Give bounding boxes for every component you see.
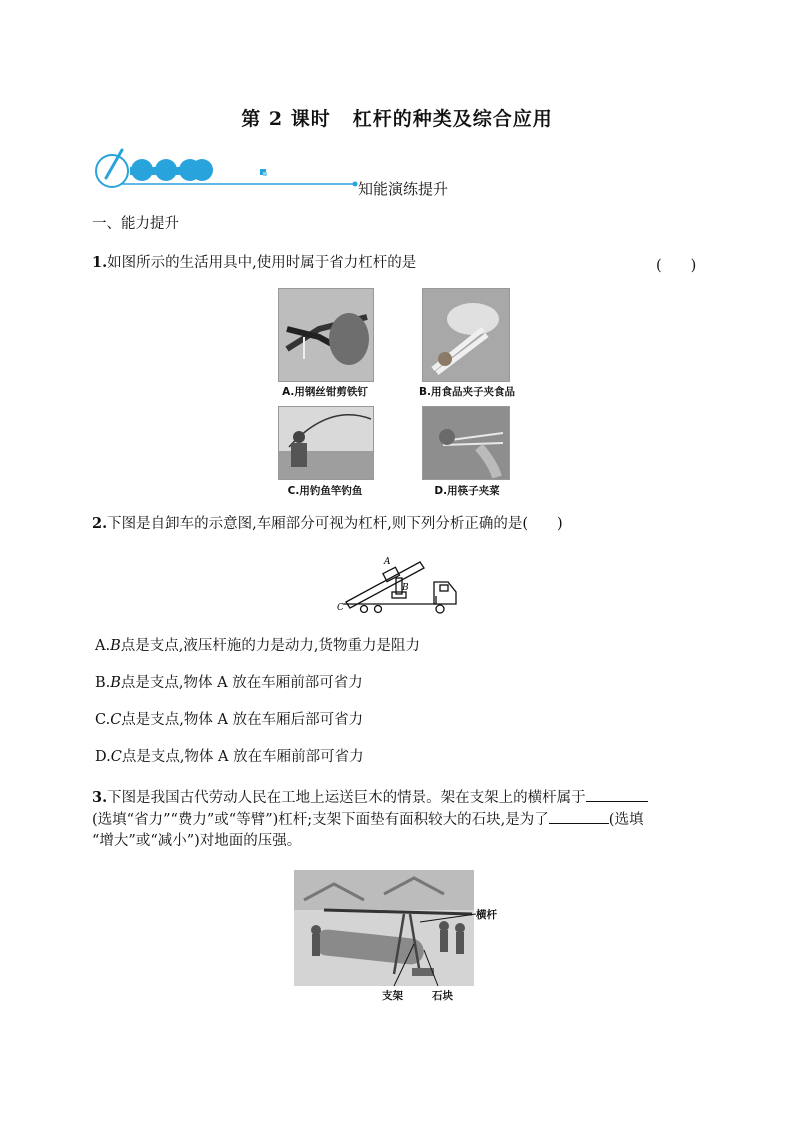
q2-option-b: B.B点是支点,物体 A 放在车厢前部可省力 [95, 675, 363, 691]
q1-caption-a: A.用钢丝钳剪铁钉 [282, 386, 368, 398]
q1-text: 如图所示的生活用具中,使用时属于省力杠杆的是 [107, 255, 417, 271]
photo-food-clip [422, 288, 510, 382]
truck-bed [346, 562, 424, 608]
label-c: C [337, 603, 344, 613]
q2-option-c: C.C点是支点,物体 A 放在车厢后部可省力 [95, 712, 364, 728]
q3-line-1: 3.下图是我国古代劳动人民在工地上运送巨木的情景。架在支架上的横杆属于 [92, 787, 648, 808]
q2-stem [92, 514, 563, 534]
q3-blank-2[interactable] [549, 809, 609, 824]
q3-leader-lines [380, 900, 490, 992]
q1-caption-c: C.用钓鱼竿钓鱼 [287, 485, 363, 497]
q2-number: 2. [92, 515, 108, 532]
section-heading: 一、能力提升 [92, 216, 179, 232]
label-zhijia: 支架 [382, 990, 403, 1002]
page-title [0, 104, 794, 131]
q3-number: 3. [92, 789, 108, 806]
q2-option-a: A.B点是支点,液压杆施的力是动力,货物重力是阻力 [95, 638, 420, 654]
label-hengan: 横杆 [476, 909, 497, 921]
title-lesson: 第 2 课时 [241, 108, 331, 130]
section-banner-graphic [92, 146, 372, 192]
q1-number: 1. [92, 254, 108, 271]
q3-line-2: (选填“省力”“费力”或“等臂”)杠杆;支架下面垫有面积较大的石块,是为了 (选填 [92, 809, 643, 830]
q1-caption-b: B.用食品夹子夹食品 [419, 386, 515, 398]
fishing-icon [279, 407, 373, 479]
label-a: A [384, 557, 391, 567]
q1-stem [92, 253, 416, 273]
label-shikuai: 石块 [432, 990, 453, 1002]
title-topic: 杠杆的种类及综合应用 [352, 108, 553, 130]
q2-option-d: D.C点是支点,物体 A 放在车厢前部可省力 [95, 749, 364, 765]
dump-truck-diagram [336, 552, 462, 618]
pliers-icon [279, 289, 373, 381]
q3-blank-1[interactable] [586, 787, 648, 802]
banner-ring-icon [96, 155, 128, 187]
section-banner-label: 知能演练提升 [358, 180, 449, 198]
photo-pliers [278, 288, 374, 382]
photo-fishing [278, 406, 374, 480]
q3-line-3: “增大”或“减小”)对地面的压强。 [92, 833, 302, 849]
q1-answer-bracket: ( ) [656, 258, 697, 274]
chopsticks-icon [423, 407, 509, 479]
q1-caption-d: D.用筷子夹菜 [434, 485, 500, 497]
q2-text: 下图是自卸车的示意图,车厢部分可视为杠杆,则下列分析正确的是( ) [107, 516, 563, 532]
food-clip-icon [423, 289, 509, 381]
photo-chopsticks [422, 406, 510, 480]
label-b: B [402, 583, 409, 593]
